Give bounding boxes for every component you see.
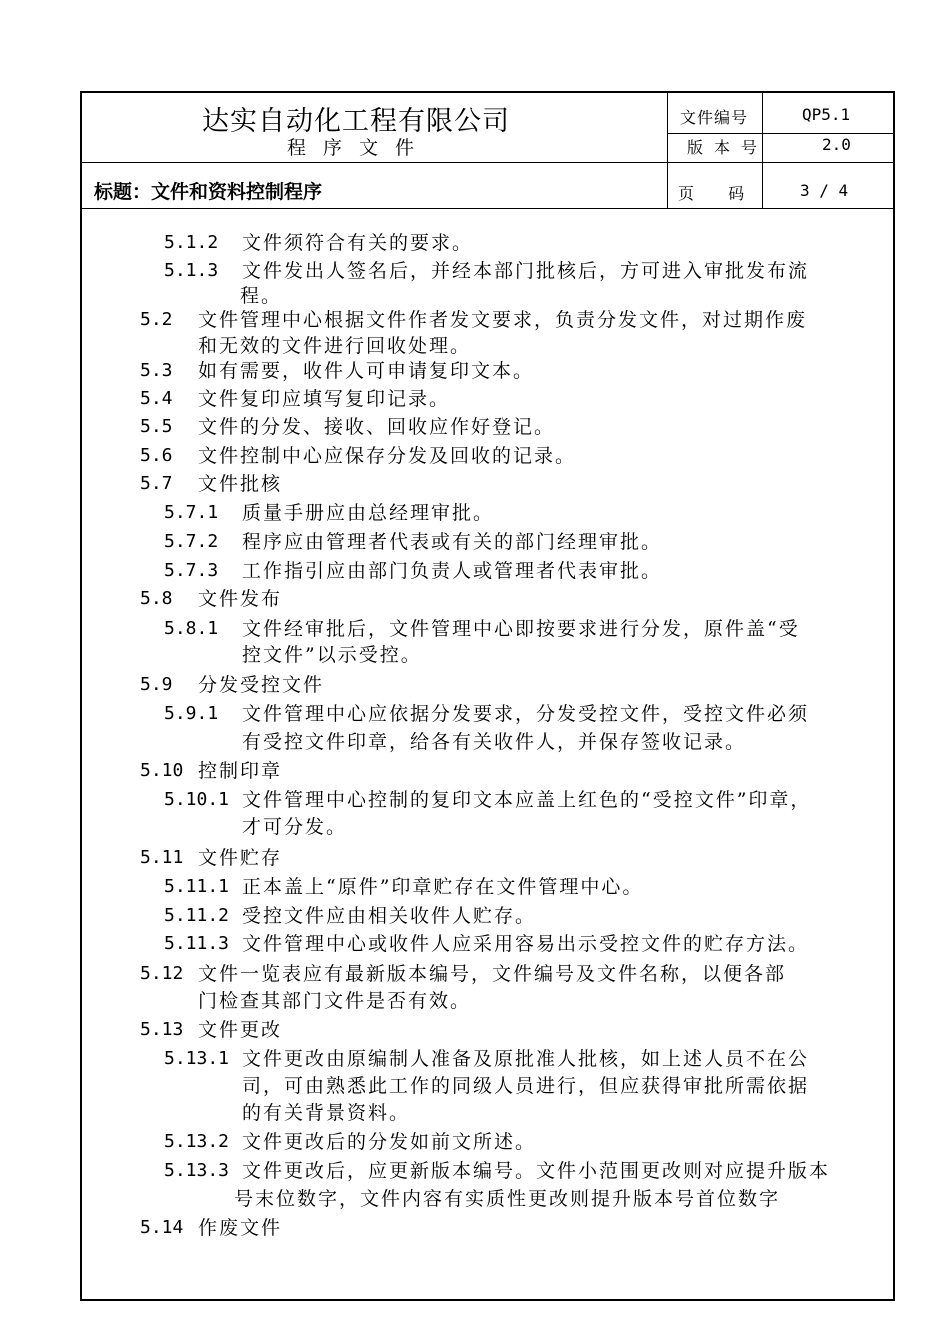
clause-number: 5.8	[140, 588, 173, 609]
clause-text: 文件管理中心应依据分发要求，分发受控文件，受控文件必须	[242, 703, 810, 725]
clause-number: 5.7.2	[164, 531, 219, 552]
clause-number: 5.9	[140, 674, 173, 695]
clause-number: 5.7.1	[164, 502, 219, 523]
clause-text: 文件管理中心或收件人应采用容易出示受控文件的贮存方法。	[242, 933, 810, 955]
doc-number-label: 文件编号	[680, 108, 749, 127]
clause-text: 门检查其部门文件是否有效。	[198, 990, 472, 1012]
clause-text: 控制印章	[198, 760, 283, 782]
clause-text: 工作指引应由部门负责人或管理者代表审批。	[242, 560, 663, 582]
clause-text: 司，可由熟悉此工作的同级人员进行，但应获得审批所需依据	[242, 1075, 810, 1097]
clause-number: 5.11.2	[164, 905, 230, 926]
clause-number: 5.12	[140, 963, 184, 984]
clause-number: 5.14	[140, 1217, 184, 1238]
clause-number: 5.13.2	[164, 1131, 230, 1152]
clause-number: 5.2	[140, 309, 173, 330]
clause-text: 文件发出人签名后，并经本部门批核后，方可进入审批发布流	[242, 260, 810, 282]
version-value: 2.0	[822, 135, 851, 154]
clause-text: 文件更改后，应更新版本编号。文件小范围更改则对应提升版本	[242, 1160, 831, 1182]
clause-text: 有受控文件印章，给各有关收件人，并保存签收记录。	[242, 731, 747, 753]
clause-text: 程序应由管理者代表或有关的部门经理审批。	[242, 531, 663, 553]
clause-number: 5.11.1	[164, 876, 230, 897]
page-value: 3 / 4	[800, 181, 849, 200]
clause-text: 分发受控文件	[198, 674, 325, 696]
clause-number: 5.7.3	[164, 560, 219, 581]
clause-text: 文件一览表应有最新版本编号，文件编号及文件名称，以便各部	[198, 963, 787, 985]
clause-number: 5.9.1	[164, 703, 219, 724]
clause-text: 文件复印应填写复印记录。	[198, 388, 451, 410]
clause-number: 5.7	[140, 473, 173, 494]
clause-text: 文件更改后的分发如前文所述。	[242, 1131, 537, 1153]
clause-text: 受控文件应由相关收件人贮存。	[242, 905, 537, 927]
doc-number-value: QP5.1	[802, 105, 851, 124]
clause-text: 如有需要，收件人可申请复印文本。	[198, 360, 535, 382]
clause-text: 文件更改由原编制人准备及原批准人批核，如上述人员不在公	[242, 1048, 810, 1070]
document-frame	[80, 91, 895, 1301]
clause-text: 文件的分发、接收、回收应作好登记。	[198, 416, 556, 438]
document-title: 标题：文件和资料控制程序	[94, 181, 323, 203]
clause-text: 文件须符合有关的要求。	[242, 232, 474, 254]
clause-number: 5.10	[140, 760, 184, 781]
clause-number: 5.3	[140, 360, 173, 381]
clause-text: 文件控制中心应保存分发及回收的记录。	[198, 445, 577, 467]
clause-text: 文件发布	[198, 588, 283, 610]
clause-text: 正本盖上“原件”印章贮存在文件管理中心。	[242, 876, 644, 898]
clause-text: 控文件”以示受控。	[242, 644, 422, 666]
document-type: 程序文件	[287, 137, 432, 159]
clause-text: 质量手册应由总经理审批。	[242, 502, 495, 524]
clause-number: 5.13	[140, 1019, 184, 1040]
clause-number: 5.10.1	[164, 789, 230, 810]
clause-text: 的有关背景资料。	[242, 1102, 411, 1124]
version-label: 版本号	[687, 138, 769, 157]
clause-text: 文件更改	[198, 1019, 283, 1041]
clause-number: 5.1.2	[164, 232, 219, 253]
clause-number: 5.11	[140, 847, 184, 868]
clause-text: 作废文件	[198, 1217, 283, 1239]
clause-text: 才可分发。	[242, 816, 348, 838]
clause-number: 5.8.1	[164, 618, 219, 639]
clause-text: 号末位数字，文件内容有实质性更改则提升版本号首位数字	[234, 1188, 781, 1210]
clause-text: 文件贮存	[198, 847, 283, 869]
clause-number: 5.6	[140, 445, 173, 466]
clause-number: 5.11.3	[164, 933, 230, 954]
clause-text: 文件管理中心控制的复印文本应盖上红色的“受控文件”印章，	[242, 789, 812, 811]
clause-number: 5.5	[140, 416, 173, 437]
clause-text: 文件批核	[198, 473, 283, 495]
document-body	[82, 93, 893, 1299]
clause-text: 文件经审批后，文件管理中心即按要求进行分发，原件盖“受	[242, 618, 800, 640]
clause-number: 5.4	[140, 388, 173, 409]
clause-text: 文件管理中心根据文件作者发文要求，负责分发文件，对过期作废	[198, 309, 808, 331]
clause-number: 5.13.3	[164, 1160, 230, 1181]
clause-text: 和无效的文件进行回收处理。	[198, 335, 472, 357]
company-name: 达实自动化工程有限公司	[202, 106, 510, 137]
clause-number: 5.13.1	[164, 1048, 230, 1069]
clause-number: 5.1.3	[164, 260, 219, 281]
page-label: 页 码	[678, 184, 753, 203]
clause-text: 程。	[240, 285, 283, 307]
